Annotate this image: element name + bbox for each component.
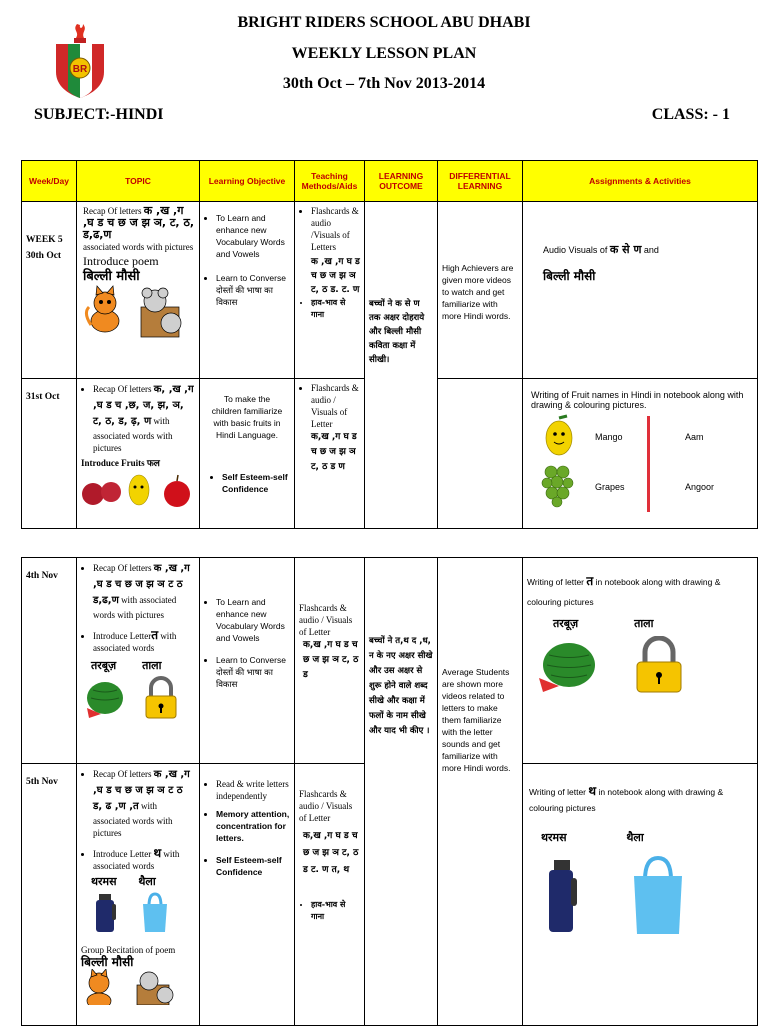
- word-hi: थैला: [138, 875, 156, 888]
- topic-assoc: associated words with pictures: [83, 242, 194, 252]
- assignment-text: Audio Visuals of: [543, 245, 608, 255]
- objective-item: • To Learn and enhance new Vocabulary Words and Vowels: [216, 212, 290, 260]
- differential-learning: High Achievers are given more videos to watch and get familiarize with more Hindi words.: [438, 202, 523, 379]
- svg-text:BR: BR: [72, 64, 88, 75]
- topic-letters: क ,ख ,ग ,घ ड च छ ज झ ञ ट ठ ड, ढ ,ण ,त: [93, 769, 190, 812]
- objective-item: • Learn to Converse दोस्तों की भाषा का विकास: [216, 654, 290, 690]
- learning-outcome: बच्चों ने त,थ द ,ध, न के नए अक्षर सीखे और उस अक्षर से शुरू होने वाले शब्द सीखे और कक्षा में फलों के नाम सीखे और याद भी कीए ।: [365, 558, 438, 1026]
- objective-item: • Learn to Converse दोस्तों की भाषा का विकास: [216, 272, 290, 308]
- cat-mouse-illustration: [83, 283, 193, 341]
- assignment-and: and: [643, 245, 659, 255]
- lesson-table-1: [21, 160, 758, 529]
- topic-recap: Recap Of letters: [93, 563, 152, 573]
- assignment-text: Writing of Fruit names in Hindi in notebook along with drawing & colouring pictures.: [531, 390, 744, 410]
- grapes-icon: [541, 462, 577, 508]
- method-letters: क ,ख ,ग घ ड च छ ज झ ञ ट, ठ ड. ट. ण: [311, 257, 360, 295]
- topic-letters: क ,ख ,ग ,घ ड च छ ज झ ञ ट ठ ड,ढ,ण: [93, 563, 190, 606]
- topic-intro: Introduce poem: [83, 254, 159, 268]
- topic-intro: Introduce Letter: [93, 849, 152, 859]
- mango-icon: [539, 414, 579, 458]
- topic-letter: त: [151, 628, 159, 642]
- day-label: 5th Nov: [26, 777, 58, 787]
- method-item: Flashcards & audio / Visuals of Letter: [299, 789, 353, 823]
- thermos-icon: [93, 892, 117, 934]
- learning-outcome: बच्चों ने क से ण तक अक्षर दोहराये और बिल्ली मौसी कविता कक्षा में सीखी।: [365, 202, 438, 529]
- objective-item: • Memory attention, concentration for letters.: [216, 808, 290, 844]
- method-item: • Flashcards & audio / Visuals of Letter: [311, 382, 360, 430]
- method-item: • हाव-भाव से गाना: [311, 297, 360, 321]
- col-assignments: Assignments & Activities: [523, 161, 758, 202]
- doc-title: WEEKLY LESSON PLAN: [291, 45, 477, 62]
- thermos-icon: [545, 858, 579, 934]
- word-hi: तरबूज़: [91, 659, 117, 672]
- word-hi: तरबूज़: [553, 617, 579, 630]
- fruit-hi: Aam: [685, 432, 704, 442]
- topic-recap: Recap Of letters: [93, 769, 152, 779]
- assignment-letter: थ: [588, 784, 597, 798]
- table-row: [22, 202, 758, 379]
- table-header-row: [22, 161, 758, 202]
- objective-item: • Self Esteem-self Confidence: [222, 471, 290, 495]
- day-label: 4th Nov: [26, 571, 58, 581]
- topic-recap: Recap Of letters: [93, 384, 152, 394]
- assignment-letter: त: [586, 574, 594, 588]
- col-learning-outcome: LEARNING OUTCOME: [365, 161, 438, 202]
- method-item: • Flashcards & audio /Visuals of Letters: [311, 205, 360, 253]
- topic-intro-b: with associated words: [93, 631, 177, 653]
- cat-mouse-illustration: [81, 969, 191, 1005]
- bag-icon: [141, 892, 169, 934]
- topic-intro: Introduce Fruits: [81, 458, 145, 468]
- week-label: WEEK 5: [26, 235, 63, 245]
- topic-poem: बिल्ली मौसी: [81, 955, 134, 969]
- day-label: 31st Oct: [26, 392, 60, 402]
- fruit-en: Mango: [595, 432, 623, 442]
- date-range: 30th Oct – 7th Nov 2013-2014: [282, 75, 486, 92]
- col-week-day: Week/Day: [22, 161, 77, 202]
- table-row: [22, 558, 758, 764]
- assignment-text: Writing of letter: [529, 787, 587, 797]
- topic-poem: बिल्ली मौसी: [83, 269, 140, 284]
- topic-assoc: with associated words with pictures: [93, 595, 177, 620]
- school-name: BRIGHT RIDERS SCHOOL ABU DHABI: [237, 14, 531, 31]
- objective-item: To make the children familiarize with basic fruits in Hindi Language.: [211, 394, 283, 440]
- subject-label: SUBJECT:-HINDI: [34, 106, 164, 123]
- topic-recap: Recap Of letters: [83, 206, 142, 216]
- word-hi: थरमस: [541, 831, 567, 844]
- divider-line: [647, 416, 650, 512]
- topic-intro-b: with associated words: [93, 849, 180, 871]
- bag-icon: [631, 856, 685, 936]
- col-learning-objective: Learning Objective: [200, 161, 295, 202]
- word-hi: ताला: [142, 659, 162, 672]
- watermelon-icon: [537, 638, 597, 692]
- objective-item: • Read & write letters independently: [216, 778, 290, 802]
- method-letters: क,ख ,ग घ ड च छ ज झ ञ ट, ठ ड: [303, 640, 359, 680]
- word-hi: थैला: [626, 831, 644, 844]
- method-item: Flashcards & audio / Visuals of Letter: [299, 603, 353, 637]
- topic-assoc: with associated words with pictures: [93, 801, 173, 838]
- topic-assoc: with associated words with pictures: [93, 416, 173, 453]
- lock-icon: [143, 676, 179, 720]
- objective-item: • To Learn and enhance new Vocabulary Words and Vowels: [216, 596, 290, 644]
- word-hi: ताला: [634, 617, 654, 630]
- word-hi: थरमस: [91, 875, 117, 888]
- assignment-poem: बिल्ली मौसी: [543, 269, 596, 283]
- lock-icon: [633, 636, 685, 694]
- lesson-table-2: [21, 557, 758, 1026]
- col-differential-learning: DIFFERENTIAL LEARNING: [438, 161, 523, 202]
- assignment-text: in notebook along with drawing & colouring pictures: [529, 787, 724, 813]
- col-topic: TOPIC: [77, 161, 200, 202]
- topic-letters: क ,ख ,ग ,घ ड च छ ज झ ञ, ट, ठ, ड,ढ,ण: [83, 204, 195, 241]
- topic-group: Group Recitation of poem: [81, 945, 176, 955]
- method-item: • हाव-भाव से गाना: [311, 899, 360, 923]
- fruit-en: Grapes: [595, 482, 625, 492]
- class-label: CLASS: - 1: [651, 106, 730, 123]
- assignment-letters: क से ण: [609, 243, 642, 256]
- fruits-illustration: [81, 470, 193, 510]
- topic-letter: थ: [153, 846, 162, 860]
- topic-intro: Introduce Letter: [93, 631, 152, 641]
- col-teaching-methods: Teaching Methods/Aids: [295, 161, 365, 202]
- method-letters: क,ख ,ग घ ड च छ ज झ ञ ट, ठ ड ट. ण त, थ: [303, 831, 359, 875]
- day-label: 30th Oct: [26, 251, 62, 261]
- watermelon-icon: [85, 678, 125, 718]
- assignment-text: in notebook along with drawing & colouring pictures: [527, 577, 721, 607]
- assignment-text: Writing of letter: [527, 577, 585, 587]
- objective-item: • Self Esteem-self Confidence: [216, 854, 290, 878]
- fruit-hi: Angoor: [685, 482, 715, 492]
- differential-learning: Average Students are shown more videos related to letters to make them familiarize with the letter sounds and get familiarize with more Hindi words.: [438, 558, 523, 1026]
- topic-letters: क, ,ख ,ग ,घ ड च ,छ, ज, झ, ञ, ट, ठ, ड, ढ़, ण: [93, 384, 194, 427]
- method-letters: क,ख ,ग घ ड च छ ज झ ञ ट, ठ ड ण: [311, 432, 357, 472]
- topic-fruit: फल: [146, 459, 160, 469]
